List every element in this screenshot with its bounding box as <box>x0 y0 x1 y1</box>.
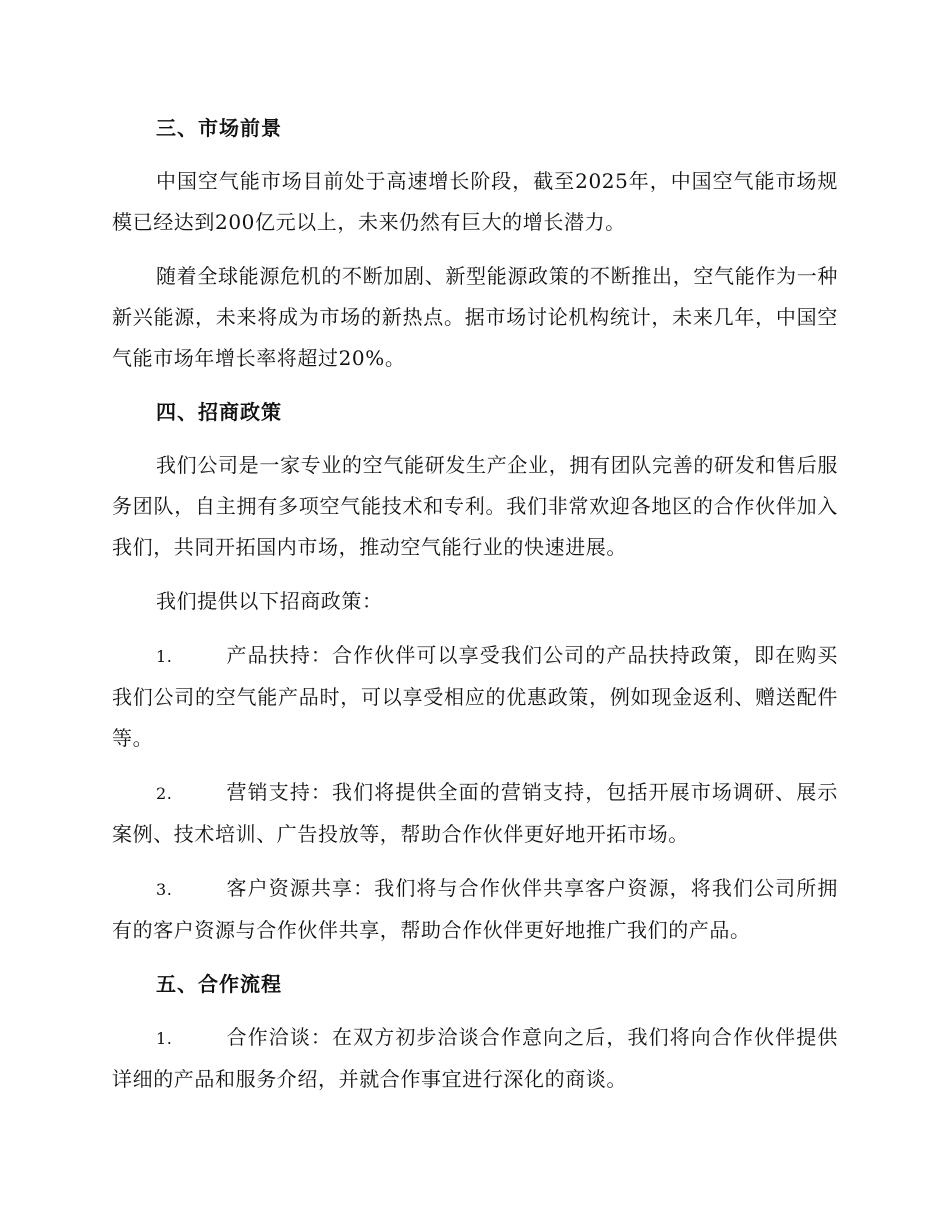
list-item-number: 1. <box>156 1029 173 1048</box>
policy-list-item-2 <box>112 772 838 855</box>
section-heading-market: 三、市场前景 <box>156 116 282 140</box>
market-paragraph-1: 中国空气能市场目前处于高速增长阶段，截至2025年，中国空气能市场规模已经达到200亿元以上，未来仍然有巨大的增长潜力。 <box>112 169 838 234</box>
policy-list-item-1 <box>112 635 838 759</box>
market-paragraph-2: 随着全球能源危机的不断加剧、新型能源政策的不断推出，空气能作为一种新兴能源，未来将成为市场的新热点。据市场讨论机构统计，未来几年，中国空气能市场年增长率将超过20%。 <box>112 264 838 370</box>
list-item-text: 营销支持：我们将提供全面的营销支持，包括开展市场调研、展示案例、技术培训、广告投放等，帮助合作伙伴更好地开拓市场。 <box>112 780 838 846</box>
list-item-text: 产品扶持：合作伙伴可以享受我们公司的产品扶持政策，即在购买我们公司的空气能产品时，可以享受相应的优惠政策，例如现金返利、赠送配件等。 <box>112 643 838 750</box>
list-item-text: 合作洽谈：在双方初步洽谈合作意向之后，我们将向合作伙伴提供详细的产品和服务介绍，并就合作事宜进行深化的商谈。 <box>112 1025 838 1091</box>
section-heading-process: 五、合作流程 <box>156 972 282 996</box>
policy-paragraph-1: 我们公司是一家专业的空气能研发生产企业，拥有团队完善的研发和售后服务团队，自主拥有多项空气能技术和专利。我们非常欢迎各地区的合作伙伴加入我们，共同开拓国内市场，推动空气能行业的快速进展。 <box>112 453 838 559</box>
list-item-number: 1. <box>156 647 173 666</box>
policy-paragraph-2: 我们提供以下招商政策： <box>156 589 383 613</box>
policy-list-item-3 <box>112 868 838 951</box>
section-heading-policy: 四、招商政策 <box>156 400 282 424</box>
list-item-number: 3. <box>156 880 173 899</box>
list-item-number: 2. <box>156 784 173 803</box>
list-item-text: 客户资源共享：我们将与合作伙伴共享客户资源，将我们公司所拥有的客户资源与合作伙伴共享，帮助合作伙伴更好地推广我们的产品。 <box>112 876 838 942</box>
process-list-item-1 <box>112 1017 838 1100</box>
